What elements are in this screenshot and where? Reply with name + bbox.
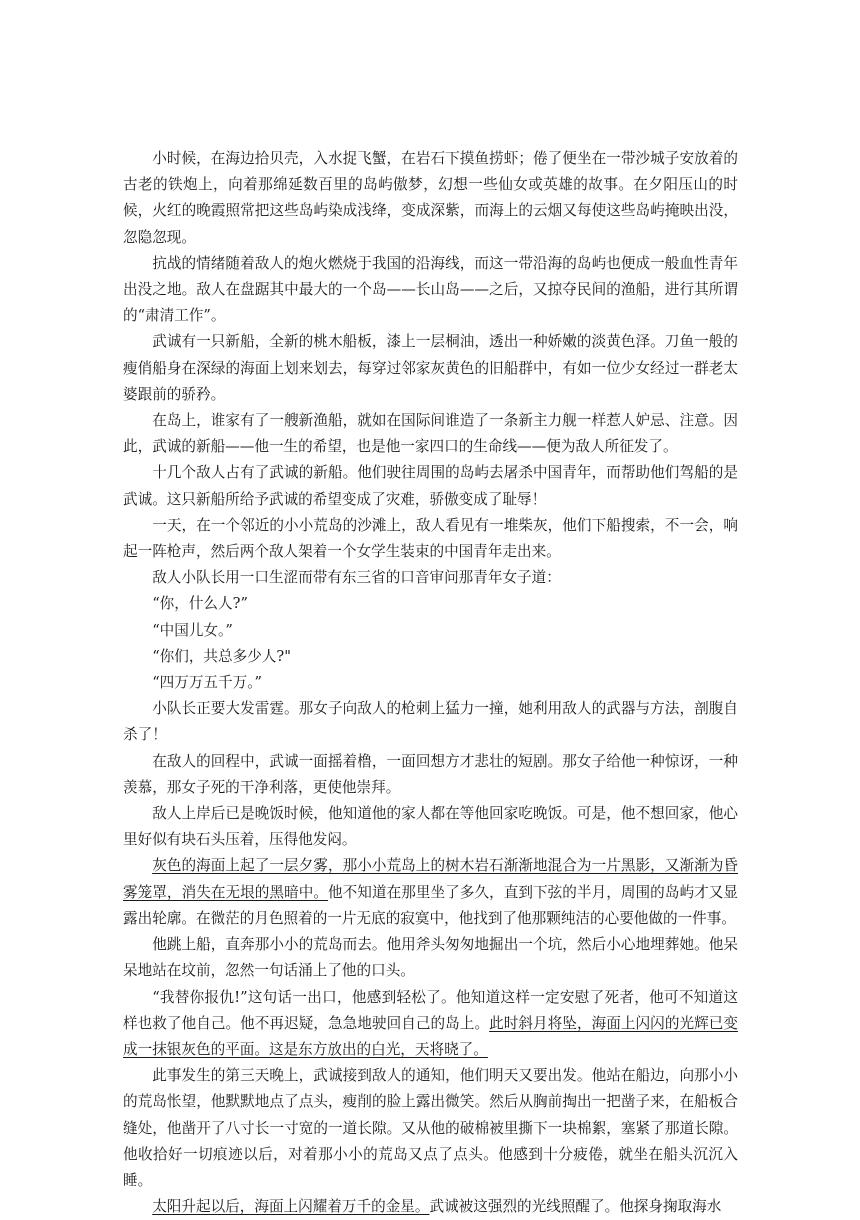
text-segment: 敌人小队长用一口生涩而带有东三省的口音审问那青年女子道： — [152, 569, 561, 587]
paragraph — [123, 932, 738, 984]
paragraph — [123, 408, 738, 460]
text-segment: 此事发生的第三天晚上，武诚接到敌人的通知，他们明天又要出发。他站在船边，向那小小的荒岛怅望，他默默地点了点头，瘦削的脸上露出微笑。然后从胸前掏出一把凿子来，在船板合缝处，他凿开了八寸长一寸宽的一道长隙。又从他的破棉被里撕下一块棉絮，塞紧了那道长隙。他收拾好一切痕迹以后，对着那小小的荒岛又点了点头。他感到十分疲倦，就坐在船头沉沉入睡。 — [123, 1067, 738, 1189]
text-segment: 敌人上岸后已是晚饭时候，他知道他的家人都在等他回家吃晚饭。可是，他不想回家，他心里好似有块石头压着，压得他发闷。 — [123, 805, 738, 849]
paragraph — [123, 853, 738, 932]
paragraph — [123, 1063, 738, 1194]
paragraph — [123, 618, 738, 644]
text-segment: “你，什么人?” — [152, 595, 248, 613]
paragraph — [123, 670, 738, 696]
underlined-text: 此时斜月将坠，海面上闪闪的光辉已变成一抹银灰色的平面。这是东方放出的白光，天将晓了。 — [123, 1014, 738, 1058]
text-segment: “我替你报仇!”这句话一出口，他感到轻松了。他知道这样一定安慰了死者，他可不知道这样也救了他自己。他不再迟疑，急急地驶回自己的岛上。 — [123, 988, 738, 1032]
text-segment: 在岛上，谁家有了一艘新渔船，就如在国际间谁造了一条新主力舰一样惹人妒忌、注意。因此，武诚的新船——他一生的希望，也是他一家四口的生命线——便为敌人所征发了。 — [123, 412, 738, 456]
text-segment: “中国儿女。” — [152, 621, 233, 639]
underlined-text: 太阳升起以后，海面上闪耀着万千的金星。 — [152, 1198, 430, 1216]
text-segment: 他不知道在那里坐了多久，直到下弦的半月，周围的岛屿才又显露出轮廓。在微茫的月色照着的一片无底的寂寞中，他找到了他那颗纯洁的心要他做的一件事。 — [123, 883, 738, 927]
text-segment: “你们，共总多少人?" — [152, 647, 291, 665]
paragraph — [123, 513, 738, 565]
paragraph — [123, 329, 738, 408]
paragraph — [123, 146, 738, 251]
paragraph — [123, 591, 738, 617]
text-segment: 小队长正要大发雷霆。那女子向敌人的枪刺上猛力一撞，她利用敌人的武器与方法，剖腹自杀了！ — [123, 700, 738, 744]
text-segment: 武诚有一只新船，全新的桃木船板，漆上一层桐油，透出一种娇嫩的淡黄色泽。刀鱼一般的瘦俏船身在深绿的海面上划来划去，每穿过邻家灰黄色的旧船群中，有如一位少女经过一群老太婆跟前的骄矜。 — [123, 333, 738, 403]
paragraph — [123, 251, 738, 330]
text-segment: “四万万五千万。” — [152, 674, 262, 692]
paragraph — [123, 644, 738, 670]
text-segment: 他跳上船，直奔那小小的荒岛而去。他用斧头匆匆地掘出一个坑，然后小心地埋葬她。他呆呆地站在坟前，忽然一句话涌上了他的口头。 — [123, 936, 738, 980]
paragraph — [123, 801, 738, 853]
text-segment: 武诚被这强烈的光线照醒了。他探身掬取海水 — [429, 1198, 722, 1216]
paragraph — [123, 696, 738, 748]
paragraph — [123, 1194, 738, 1220]
paragraph — [123, 749, 738, 801]
text-segment: 十几个敌人占有了武诚的新船。他们驶往周围的岛屿去屠杀中国青年，而帮助他们驾船的是武诚。这只新船所给予武诚的希望变成了灾难，骄傲变成了耻辱！ — [123, 464, 738, 508]
text-segment: 小时候，在海边拾贝壳，入水捉飞蟹，在岩石下摸鱼捞虾；倦了便坐在一带沙城子安放着的古老的铁炮上，向着那绵延数百里的岛屿傲梦，幻想一些仙女或英雄的故事。在夕阳压山的时候，火红的晚霞照常把这些岛屿染成浅绛，变成深紫，而海上的云烟又每使这些岛屿掩映出没，忽隐忽现。 — [123, 150, 738, 246]
underlined-text: 灰色的海面上起了一层夕雾，那小小荒岛上的树木岩石渐渐地混合为一片黑影，又渐渐为昏雾笼罩，消失在无垠的黑暗中。 — [123, 857, 738, 901]
paragraph — [123, 985, 738, 1064]
article-body — [123, 146, 738, 1220]
paragraph — [123, 460, 738, 512]
paragraph — [123, 565, 738, 591]
text-segment: 在敌人的回程中，武诚一面摇着橹，一面回想方才悲壮的短剧。那女子给他一种惊讶，一种羡慕，那女子死的干净利落，更使他崇拜。 — [123, 752, 738, 796]
text-segment: 一天，在一个邻近的小小荒岛的沙滩上，敌人看见有一堆柴灰，他们下船搜索，不一会，响起一阵枪声，然后两个敌人架着一个女学生装束的中国青年走出来。 — [123, 516, 738, 561]
text-segment: 抗战的情绪随着敌人的炮火燃烧于我国的沿海线，而这一带沿海的岛屿也便成一般血性青年出没之地。敌人在盘踞其中最大的一个岛——长山岛——之后，又掠夺民间的渔船，进行其所谓的“肃清工作”。 — [123, 254, 738, 325]
